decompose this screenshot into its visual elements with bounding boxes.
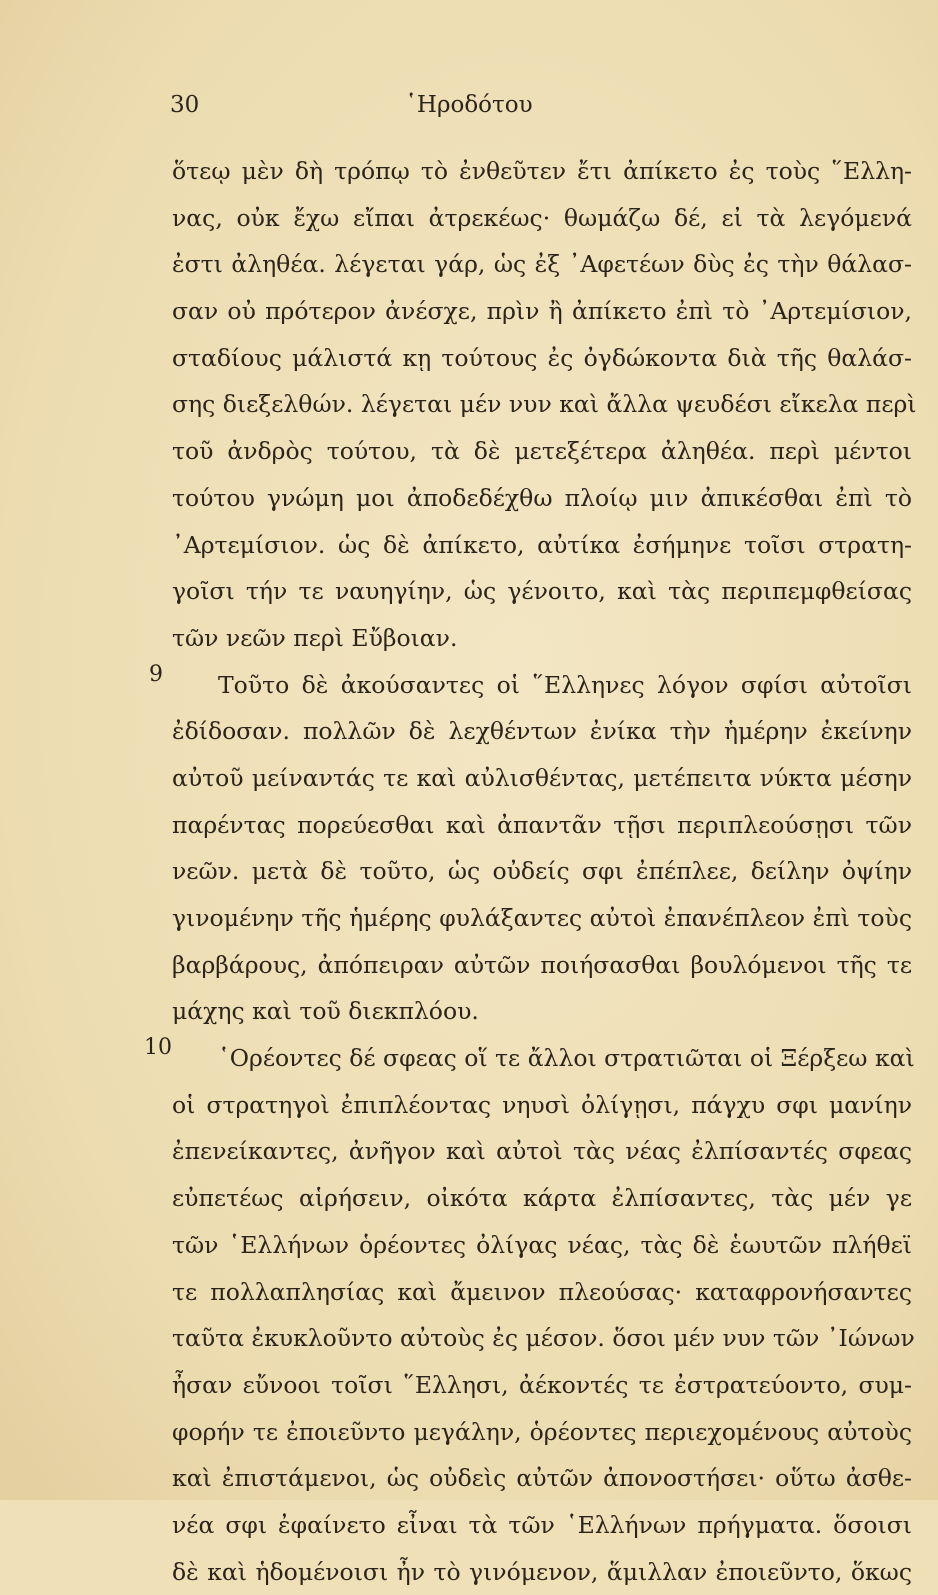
text-line: μάχης καὶ τοῦ διεκπλόου. xyxy=(172,997,479,1026)
text-line: αὐτοῦ μείναντάς τε καὶ αὐλισθέντας, μετέπειτα νύκτα μέσην xyxy=(172,763,912,792)
text-line: ἐδίδοσαν. πολλῶν δὲ λεχθέντων ἐνίκα τὴν ἡμέρην ἐκείνην xyxy=(172,717,912,746)
text-line: γινομένην τῆς ἡμέρης φυλάξαντες αὐτοὶ ἐπανέπλεον ἐπὶ τοὺς xyxy=(172,904,912,932)
text-line: γοῖσι τήν τε ναυηγίην, ὡς γένοιτο, καὶ τὰς περιπεμφθείσας xyxy=(172,577,912,606)
text-line: ταῦτα ἐκυκλοῦντο αὐτοὺς ἐς μέσον. ὅσοι μέν νυν τῶν ᾿Ιώνων xyxy=(172,1324,915,1353)
text-line: σης διεξελθών. λέγεται μέν νυν καὶ ἄλλα ψευδέσι εἴκελα περὶ xyxy=(172,390,917,419)
text-line: νας, οὐκ ἔχω εἴπαι ἀτρεκέως· θωμάζω δέ, εἰ τὰ λεγόμενά xyxy=(172,203,912,232)
text-line: φορήν τε ἐποιεῦντο μεγάλην, ὁρέοντες περιεχομένους αὐτοὺς xyxy=(172,1417,912,1446)
text-line: ἦσαν εὔνοοι τοῖσι ῞Ελλησι, ἀέκοντές τε ἐστρατεύοντο, συμ- xyxy=(172,1370,912,1399)
page-header xyxy=(0,92,938,126)
text-line: τοῦ ἀνδρὸς τούτου, τὰ δὲ μετεξέτερα ἀληθέα. περὶ μέντοι xyxy=(172,437,912,466)
text-line: παρέντας πορεύεσθαι καὶ ἀπαντᾶν τῇσι περιπλεούσῃσι τῶν xyxy=(172,810,912,839)
text-line: βαρβάρους, ἀπόπειραν αὐτῶν ποιήσασθαι βουλόμενοι τῆς τε xyxy=(172,950,912,979)
text-line: καὶ ἐπιστάμενοι, ὡς οὐδεὶς αὐτῶν ἀπονοστήσει· οὕτω ἀσθε- xyxy=(172,1464,912,1493)
text-line: δὲ καὶ ἡδομένοισι ἦν τὸ γινόμενον, ἅμιλλαν ἐποιεῦντο, ὅκως xyxy=(172,1557,912,1586)
text-line: οἱ στρατηγοὶ ἐπιπλέοντας νηυσὶ ὀλίγῃσι, πάγχυ σφι μανίην xyxy=(172,1090,912,1119)
running-title: ῾Ηροδότου xyxy=(405,92,533,118)
text-line: εὐπετέως αἱρήσειν, οἰκότα κάρτα ἐλπίσαντες, τὰς μέν γε xyxy=(172,1184,912,1213)
text-line: τε πολλαπλησίας καὶ ἄμεινον πλεούσας· καταφρονήσαντες xyxy=(172,1277,912,1306)
text-line: ἐστι ἀληθέα. λέγεται γάρ, ὡς ἐξ ᾿Αφετέων δὺς ἐς τὴν θάλασ- xyxy=(172,250,912,279)
section-number: 9 xyxy=(149,661,163,687)
text-line: Τοῦτο δὲ ἀκούσαντες οἱ ῞Ελληνες λόγον σφίσι αὐτοῖσι xyxy=(218,670,912,699)
text-line: τῶν ῾Ελλήνων ὁρέοντες ὀλίγας νέας, τὰς δὲ ἑωυτῶν πλήθεϊ xyxy=(172,1230,912,1259)
text-line: νεῶν. μετὰ δὲ τοῦτο, ὡς οὐδείς σφι ἐπέπλεε, δείλην ὀψίην xyxy=(172,857,912,886)
body-text xyxy=(144,148,917,1595)
text-line: τῶν νεῶν περὶ Εὔβοιαν. xyxy=(172,623,458,652)
page-number: 30 xyxy=(170,92,200,118)
text-line: ὅτεῳ μὲν δὴ τρόπῳ τὸ ἐνθεῦτεν ἔτι ἀπίκετο ἐς τοὺς ῞Ελλη- xyxy=(172,157,912,185)
text-line: ῾Ορέοντες δέ σφεας οἵ τε ἄλλοι στρατιῶται οἱ Ξέρξεω καὶ xyxy=(218,1044,915,1073)
text-line: ᾿Αρτεμίσιον. ὡς δὲ ἀπίκετο, αὐτίκα ἐσήμηνε τοῖσι στρατη- xyxy=(172,530,912,559)
section-number: 10 xyxy=(144,1035,172,1061)
text-line: ἐπενείκαντες, ἀνῆγον καὶ αὐτοὶ τὰς νέας ἐλπίσαντές σφεας xyxy=(172,1137,912,1166)
text-line: σταδίους μάλιστά κῃ τούτους ἐς ὀγδώκοντα διὰ τῆς θαλάσ- xyxy=(172,343,912,372)
text-line: νέα σφι ἐφαίνετο εἶναι τὰ τῶν ῾Ελλήνων πρήγματα. ὅσοισι xyxy=(172,1510,912,1539)
text-line: τούτου γνώμη μοι ἀποδεδέχθω πλοίῳ μιν ἀπικέσθαι ἐπὶ τὸ xyxy=(172,483,912,512)
text-line: σαν οὐ πρότερον ἀνέσχε, πρὶν ἢ ἀπίκετο ἐπὶ τὸ ᾿Αρτεμίσιον, xyxy=(172,297,912,326)
